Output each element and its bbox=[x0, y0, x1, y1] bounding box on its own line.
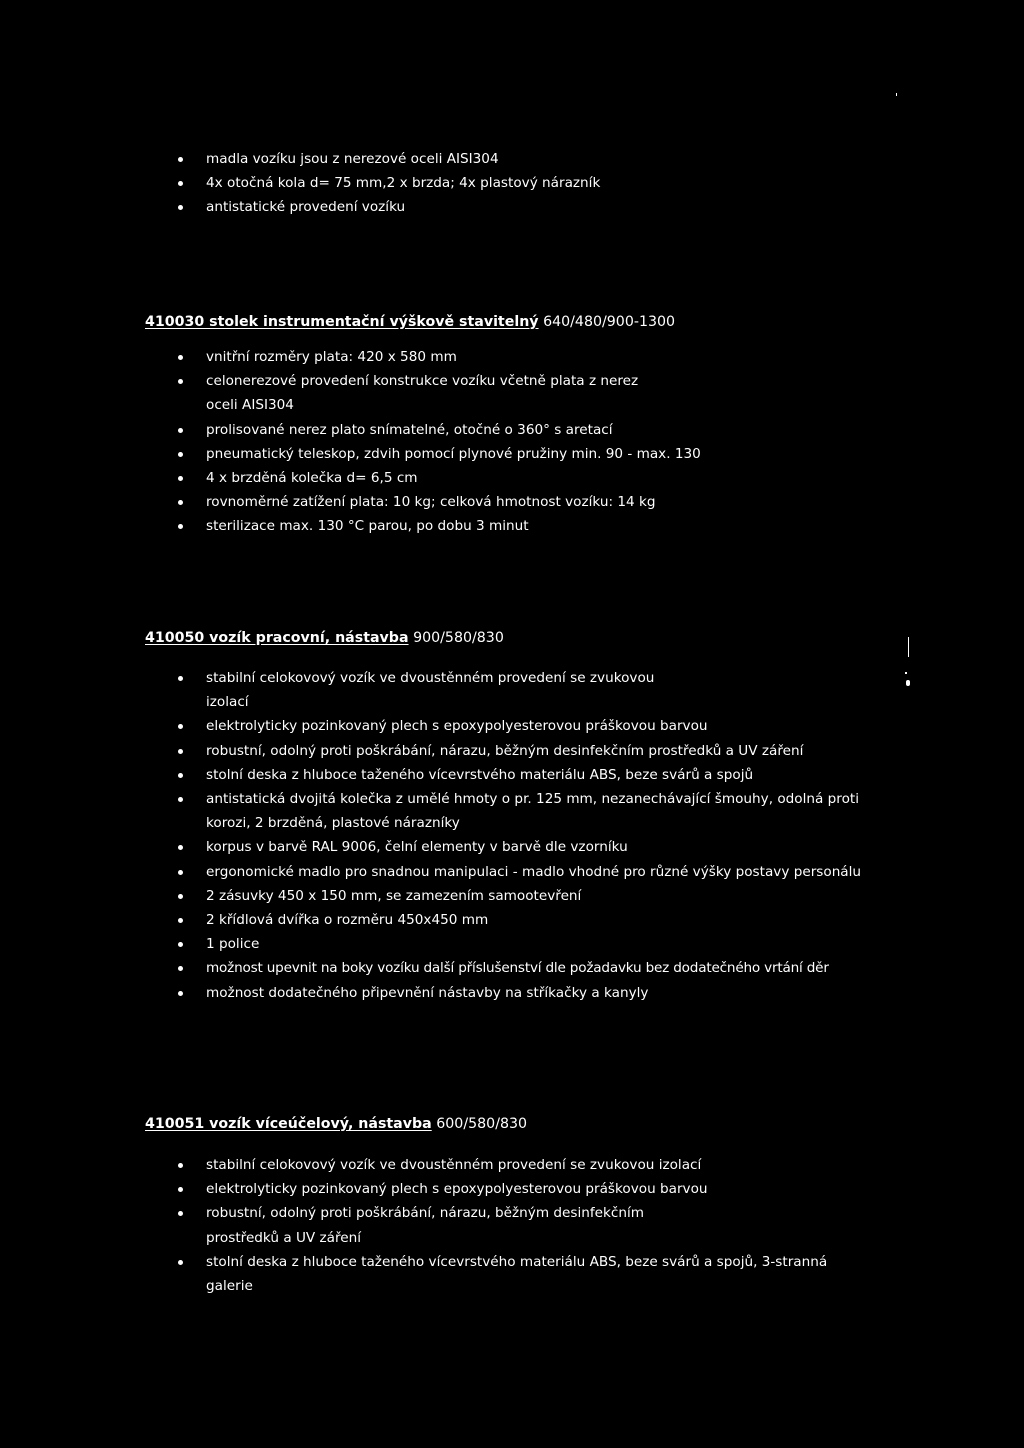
list-item: 1 police bbox=[145, 932, 945, 956]
list-item: stabilní celokovový vozík ve dvoustěnném provedení se zvukovou izolací bbox=[145, 666, 945, 714]
list-item: sterilizace max. 130 °C parou, po dobu 3 minut bbox=[145, 514, 945, 538]
list-item: madla vozíku jsou z nerezové oceli AISI304 bbox=[145, 147, 945, 171]
section-list-410050 bbox=[145, 666, 945, 1005]
list-item: 2 křídlová dvířka o rozměru 450x450 mm bbox=[145, 908, 945, 932]
list-item: elektrolyticky pozinkovaný plech s epoxypolyesterovou práškovou barvou bbox=[145, 714, 945, 738]
intro-list bbox=[145, 147, 945, 220]
list-item: stolní deska z hluboce taženého vícevrstvého materiálu ABS, beze svárů a spojů bbox=[145, 763, 945, 787]
list-item: prolisované nerez plato snímatelné, otočné o 360° s aretací bbox=[145, 418, 945, 442]
list-item: rovnoměrné zatížení plata: 10 kg; celková hmotnost vozíku: 14 kg bbox=[145, 490, 945, 514]
list-item: 4 x brzděná kolečka d= 6,5 cm bbox=[145, 466, 945, 490]
list-item: ergonomické madlo pro snadnou manipulaci - madlo vhodné pro různé výšky postavy personálu bbox=[145, 860, 945, 884]
list-item: možnost dodatečného připevnění nástavby na stříkačky a kanyly bbox=[145, 981, 945, 1005]
list-item: 4x otočná kola d= 75 mm,2 x brzda; 4x plastový nárazník bbox=[145, 171, 945, 195]
section-dimensions: 640/480/900-1300 bbox=[543, 314, 676, 330]
list-item: antistatické provedení vozíku bbox=[145, 195, 945, 219]
list-item: elektrolyticky pozinkovaný plech s epoxypolyesterovou práškovou barvou bbox=[145, 1177, 945, 1201]
section-title: 410030 stolek instrumentační výškově stavitelný bbox=[145, 314, 539, 330]
section-list-410051 bbox=[145, 1153, 945, 1298]
scan-artifact-mark bbox=[905, 672, 907, 674]
list-item: korpus v barvě RAL 9006, čelní elementy v barvě dle vzorníku bbox=[145, 835, 945, 859]
list-item: stolní deska z hluboce taženého vícevrstvého materiálu ABS, beze svárů a spojů, 3-stranná galerie bbox=[145, 1250, 945, 1298]
section-title: 410050 vozík pracovní, nástavba bbox=[145, 630, 409, 646]
section-heading-410050 bbox=[145, 626, 504, 650]
scan-artifact-mark bbox=[896, 93, 897, 96]
section-heading-410030 bbox=[145, 310, 675, 334]
list-item: robustní, odolný proti poškrábání, nárazu, běžným desinfekčním prostředků a UV záření bbox=[145, 1201, 945, 1249]
section-list-410030 bbox=[145, 345, 945, 539]
list-item: pneumatický teleskop, zdvih pomocí plynové pružiny min. 90 - max. 130 bbox=[145, 442, 945, 466]
scan-artifact-mark bbox=[906, 680, 910, 686]
list-item: celonerezové provedení konstrukce vozíku včetně plata z nerez oceli AISI304 bbox=[145, 369, 945, 417]
list-item: stabilní celokovový vozík ve dvoustěnném provedení se zvukovou izolací bbox=[145, 1153, 945, 1177]
list-item: robustní, odolný proti poškrábání, nárazu, běžným desinfekčním prostředků a UV záření bbox=[145, 739, 945, 763]
section-dimensions: 600/580/830 bbox=[436, 1116, 528, 1132]
list-item: 2 zásuvky 450 x 150 mm, se zamezením samootevření bbox=[145, 884, 945, 908]
list-item: antistatická dvojitá kolečka z umělé hmoty o pr. 125 mm, nezanechávající šmouhy, odolná proti korozi, 2 brzděná, plastové nárazníky bbox=[145, 787, 945, 835]
list-item: možnost upevnit na boky vozíku další příslušenství dle požadavku bez dodatečného vrtání děr bbox=[145, 956, 945, 980]
section-heading-410051 bbox=[145, 1112, 527, 1136]
scan-artifact-mark bbox=[908, 637, 909, 657]
section-dimensions: 900/580/830 bbox=[413, 630, 504, 646]
section-title: 410051 vozík víceúčelový, nástavba bbox=[145, 1116, 432, 1132]
list-item: vnitřní rozměry plata: 420 x 580 mm bbox=[145, 345, 945, 369]
